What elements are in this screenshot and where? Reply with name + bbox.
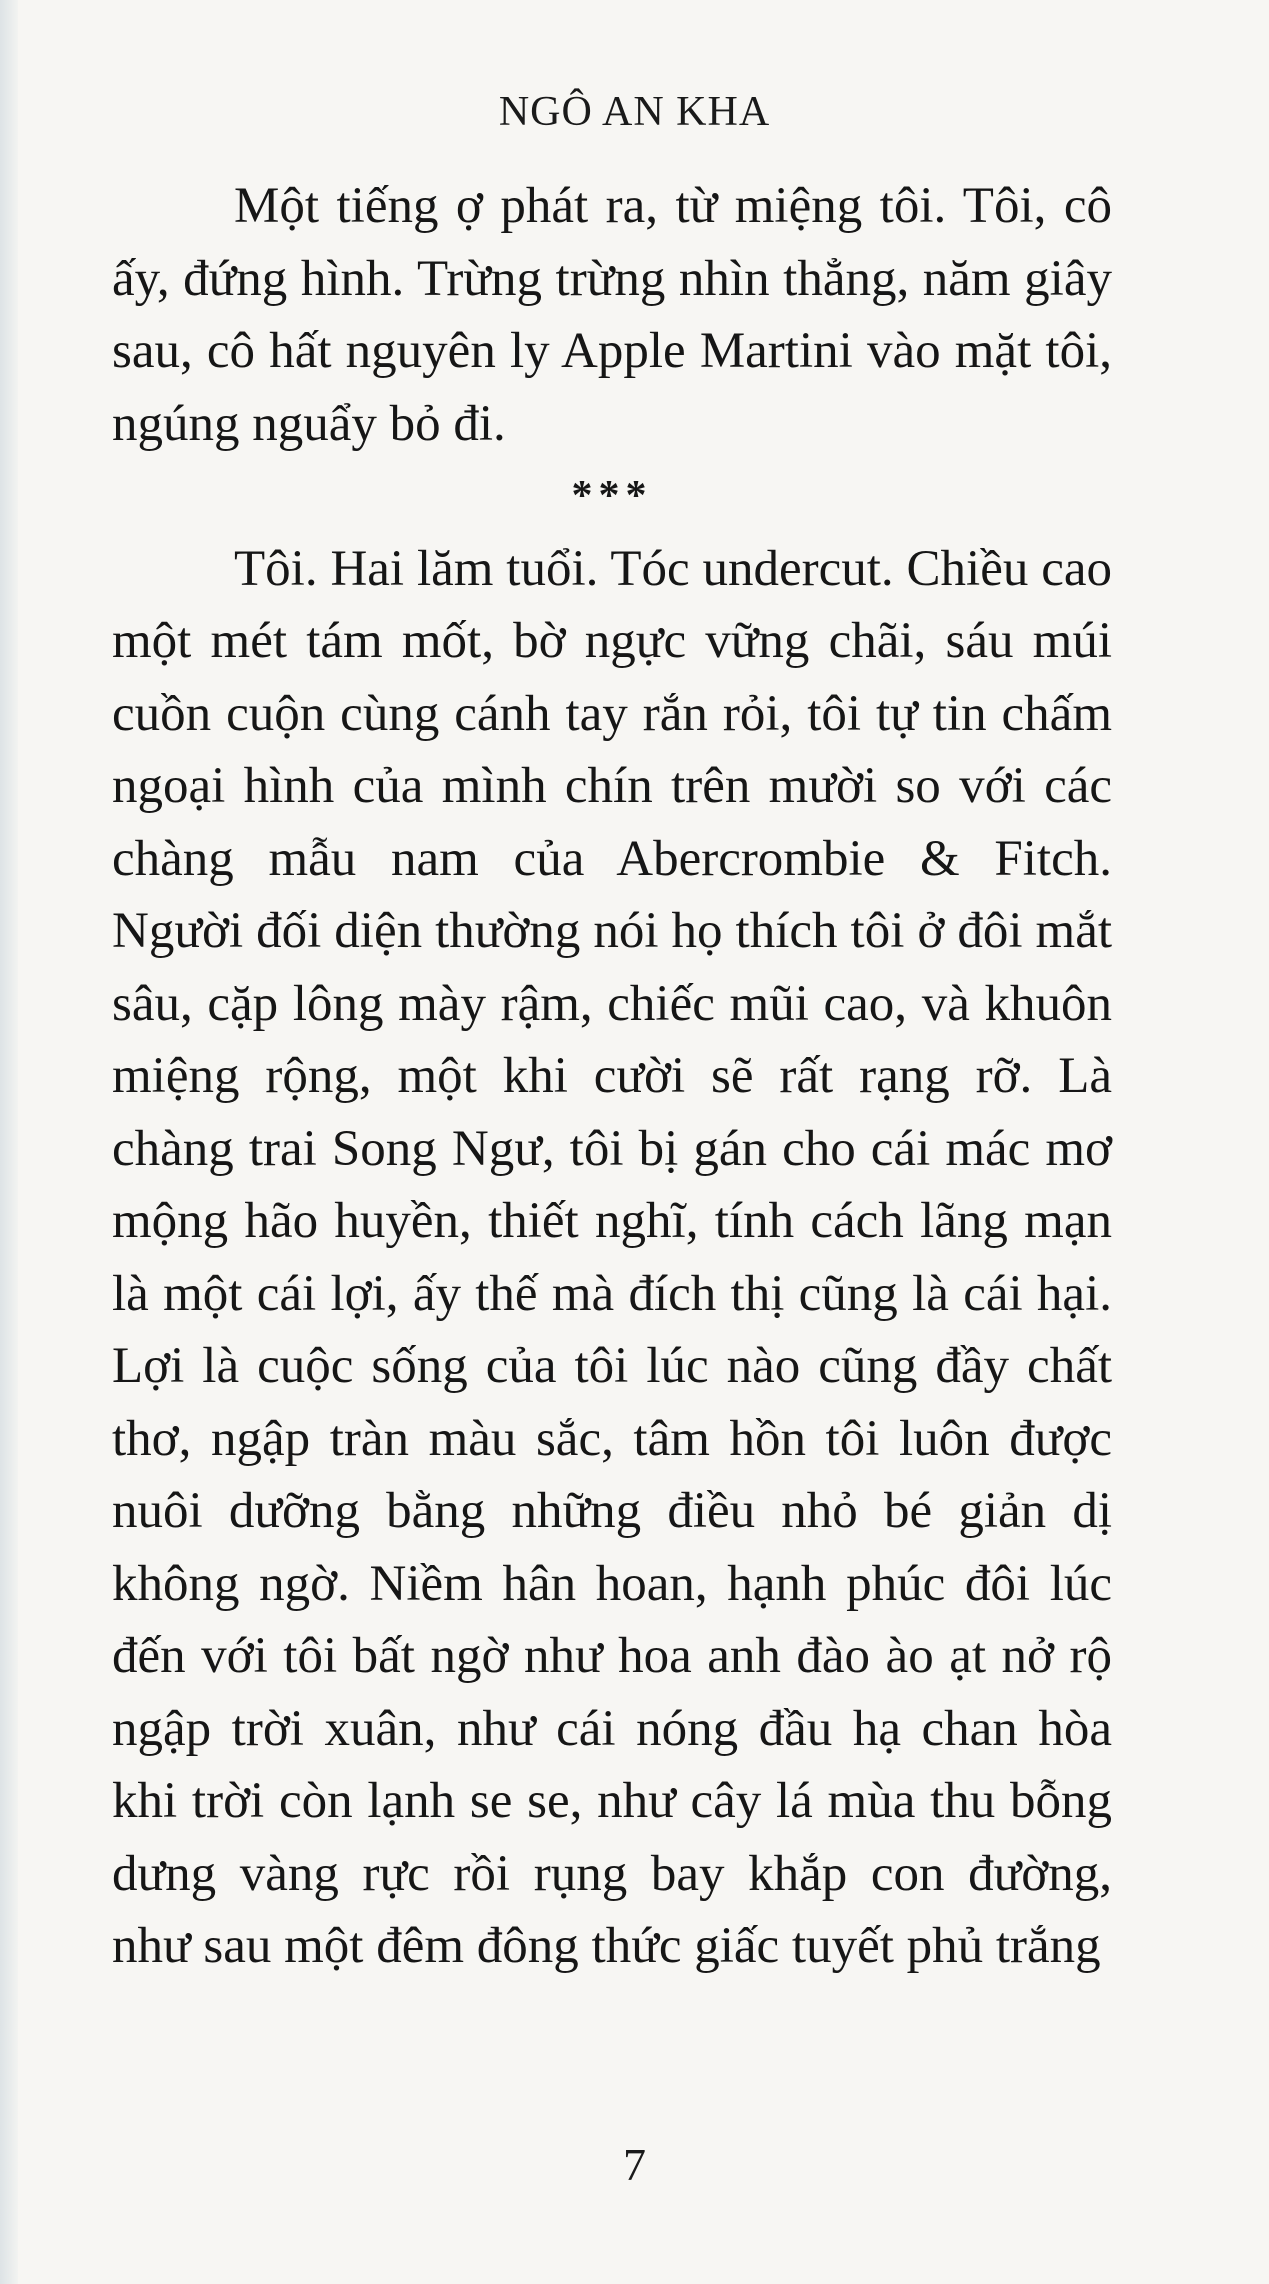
page-number: 7 bbox=[623, 2139, 646, 2190]
paragraph: Tôi. Hai lăm tuổi. Tóc undercut. Chiều cao một mét tám mốt, bờ ngực vững chãi, sáu múi cuồn cuộn cùng cánh tay rắn rỏi, tôi tự tin chấm ngoại hình của mình chín trên mười so với các chàng mẫu nam của Abercrombie & Fitch. Người đối diện thường nói họ thích tôi ở đôi mắt sâu, cặp lông mày rậm, chiếc mũi cao, và khuôn miệng rộng, một khi cười sẽ rất rạng rỡ. Là chàng trai Song Ngư, tôi bị gán cho cái mác mơ mộng hão huyền, thiết nghĩ, tính cách lãng mạn là một cái lợi, ấy thế mà đích thị cũng là cái hại. Lợi là cuộc sống của tôi lúc nào cũng đầy chất thơ, ngập tràn màu sắc, tâm hồn tôi luôn được nuôi dưỡng bằng những điều nhỏ bé giản dị không ngờ. Niềm hân hoan, hạnh phúc đôi lúc đến với tôi bất ngờ như hoa anh đào ào ạt nở rộ ngập trời xuân, như cái nóng đầu hạ chan hòa khi trời còn lạnh se se, như cây lá mùa thu bỗng dưng vàng rực rồi rụng bay khắp con đường, như sau một đêm đông thức giấc tuyết phủ trắng bbox=[112, 540, 1112, 1974]
page-binding-edge bbox=[0, 0, 18, 2284]
running-head: NGÔ AN KHA bbox=[498, 89, 771, 135]
paragraph: Một tiếng ợ phát ra, từ miệng tôi. Tôi, cô ấy, đứng hình. Trừng trừng nhìn thẳng, năm giây sau, cô hất nguyên ly Apple Martini vào mặt tôi, ngúng nguẩy bỏ đi. bbox=[112, 178, 1112, 452]
section-separator: *** bbox=[571, 473, 653, 519]
body-text bbox=[112, 170, 1112, 1983]
